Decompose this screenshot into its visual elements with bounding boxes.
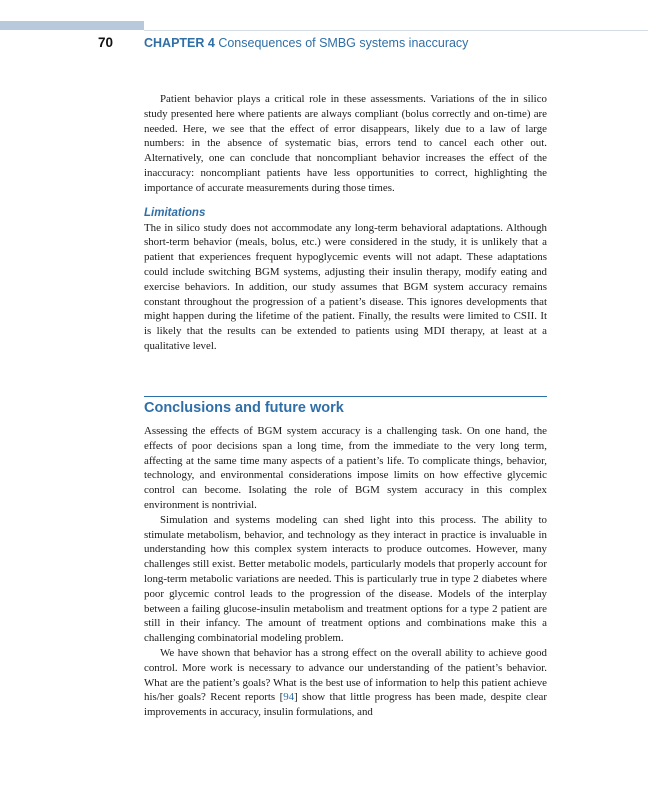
paragraph-patient-behavior: Patient behavior plays a critical role in these assessments. Variations of the in silico study presented here where patients are always compliant (bolus correctly and on-time) are needed. Here, we see that the effect of error disappears, likely due to a law of large numbers: in the absence of systematic bias, errors tend to cancel each other out. Alternatively, one can conclude that noncompliant behavior increases the effect of the inaccuracy: noncompliant patients have less opportunities to correct, highlighting the importance of accurate measurements during those times. <box>144 93 547 194</box>
running-head <box>144 36 468 50</box>
body-conclusions <box>144 424 547 720</box>
citation-link[interactable]: 94 <box>283 691 295 704</box>
conclusions-paragraph-1: Assessing the effects of BGM system accuracy is a challenging task. On one hand, the effects of poor decisions span a long time, from the immediate to the very long term, affecting at the same time many aspects of a patient’s life. To complicate things, behavior, technology, and environmental considerations impose limits on how effective glycemic control can become. Isolating the role of BGM system accuracy in this complex environment is nontrivial. <box>144 425 547 511</box>
chapter-label: CHAPTER 4 <box>144 36 215 50</box>
limitations-paragraph: The in silico study does not accommodate any long-term behavioral adaptations. Although short-term behavior (meals, bolus, etc.) were considered in the study, it is unlikely that a patient that experiences frequent hypoglycemic events will not adapt. These adaptations could include switching BGM systems, adjusting their insulin therapy, modify eating and exercise behaviors. In addition, our study assumes that BGM system accuracy remains constant throughout the progression of a patient’s disease. This ignores developments that might happen during the lifetime of the patient. Finally, the results were limited to CSII. It is likely that the results can be extended to patients using MDI therapy, at least at a qualitative level. <box>144 221 547 352</box>
page-number: 70 <box>98 35 114 50</box>
header-rule <box>144 30 648 31</box>
paragraph-3-text-a: We have shown that behavior has a strong effect on the overall ability to achieve good control. More work is necessary to advance our understanding of the patient’s behavior. What are the patient’s goals? What is the best use of information to help this patient achieve his/her goals? Recent reports [ <box>144 646 547 704</box>
header-color-bar <box>0 21 144 30</box>
conclusions-paragraph-3 <box>144 646 547 720</box>
paragraph-3-text-b: ] show that little progress has been made, despite clear improvements in accuracy, insulin formulations, and <box>144 691 547 719</box>
section-divider <box>144 396 547 397</box>
conclusions-heading: Conclusions and future work <box>144 400 344 416</box>
limitations-heading: Limitations <box>144 206 206 219</box>
body-upper <box>144 92 547 354</box>
chapter-title: Consequences of SMBG systems inaccuracy <box>218 36 469 50</box>
conclusions-paragraph-2: Simulation and systems modeling can shed light into this process. The ability to stimulate metabolism, behavior, and technology as they interact in practice is invaluable in understanding how this complex system interacts to produce outcomes. However, many challenges still exist. Better metabolic models, particularly models that properly account for long-term metabolic variations are needed. This is particularly true in type 2 diabetes where poor glycemic control leads to the progression of the disease. Models of the interplay between a failing glucose-insulin metabolism and treatment options for a type 2 patient are still in their infancy. The amount of treatment options and combinations make this a challenging combinatorial modeling problem. <box>144 513 547 645</box>
